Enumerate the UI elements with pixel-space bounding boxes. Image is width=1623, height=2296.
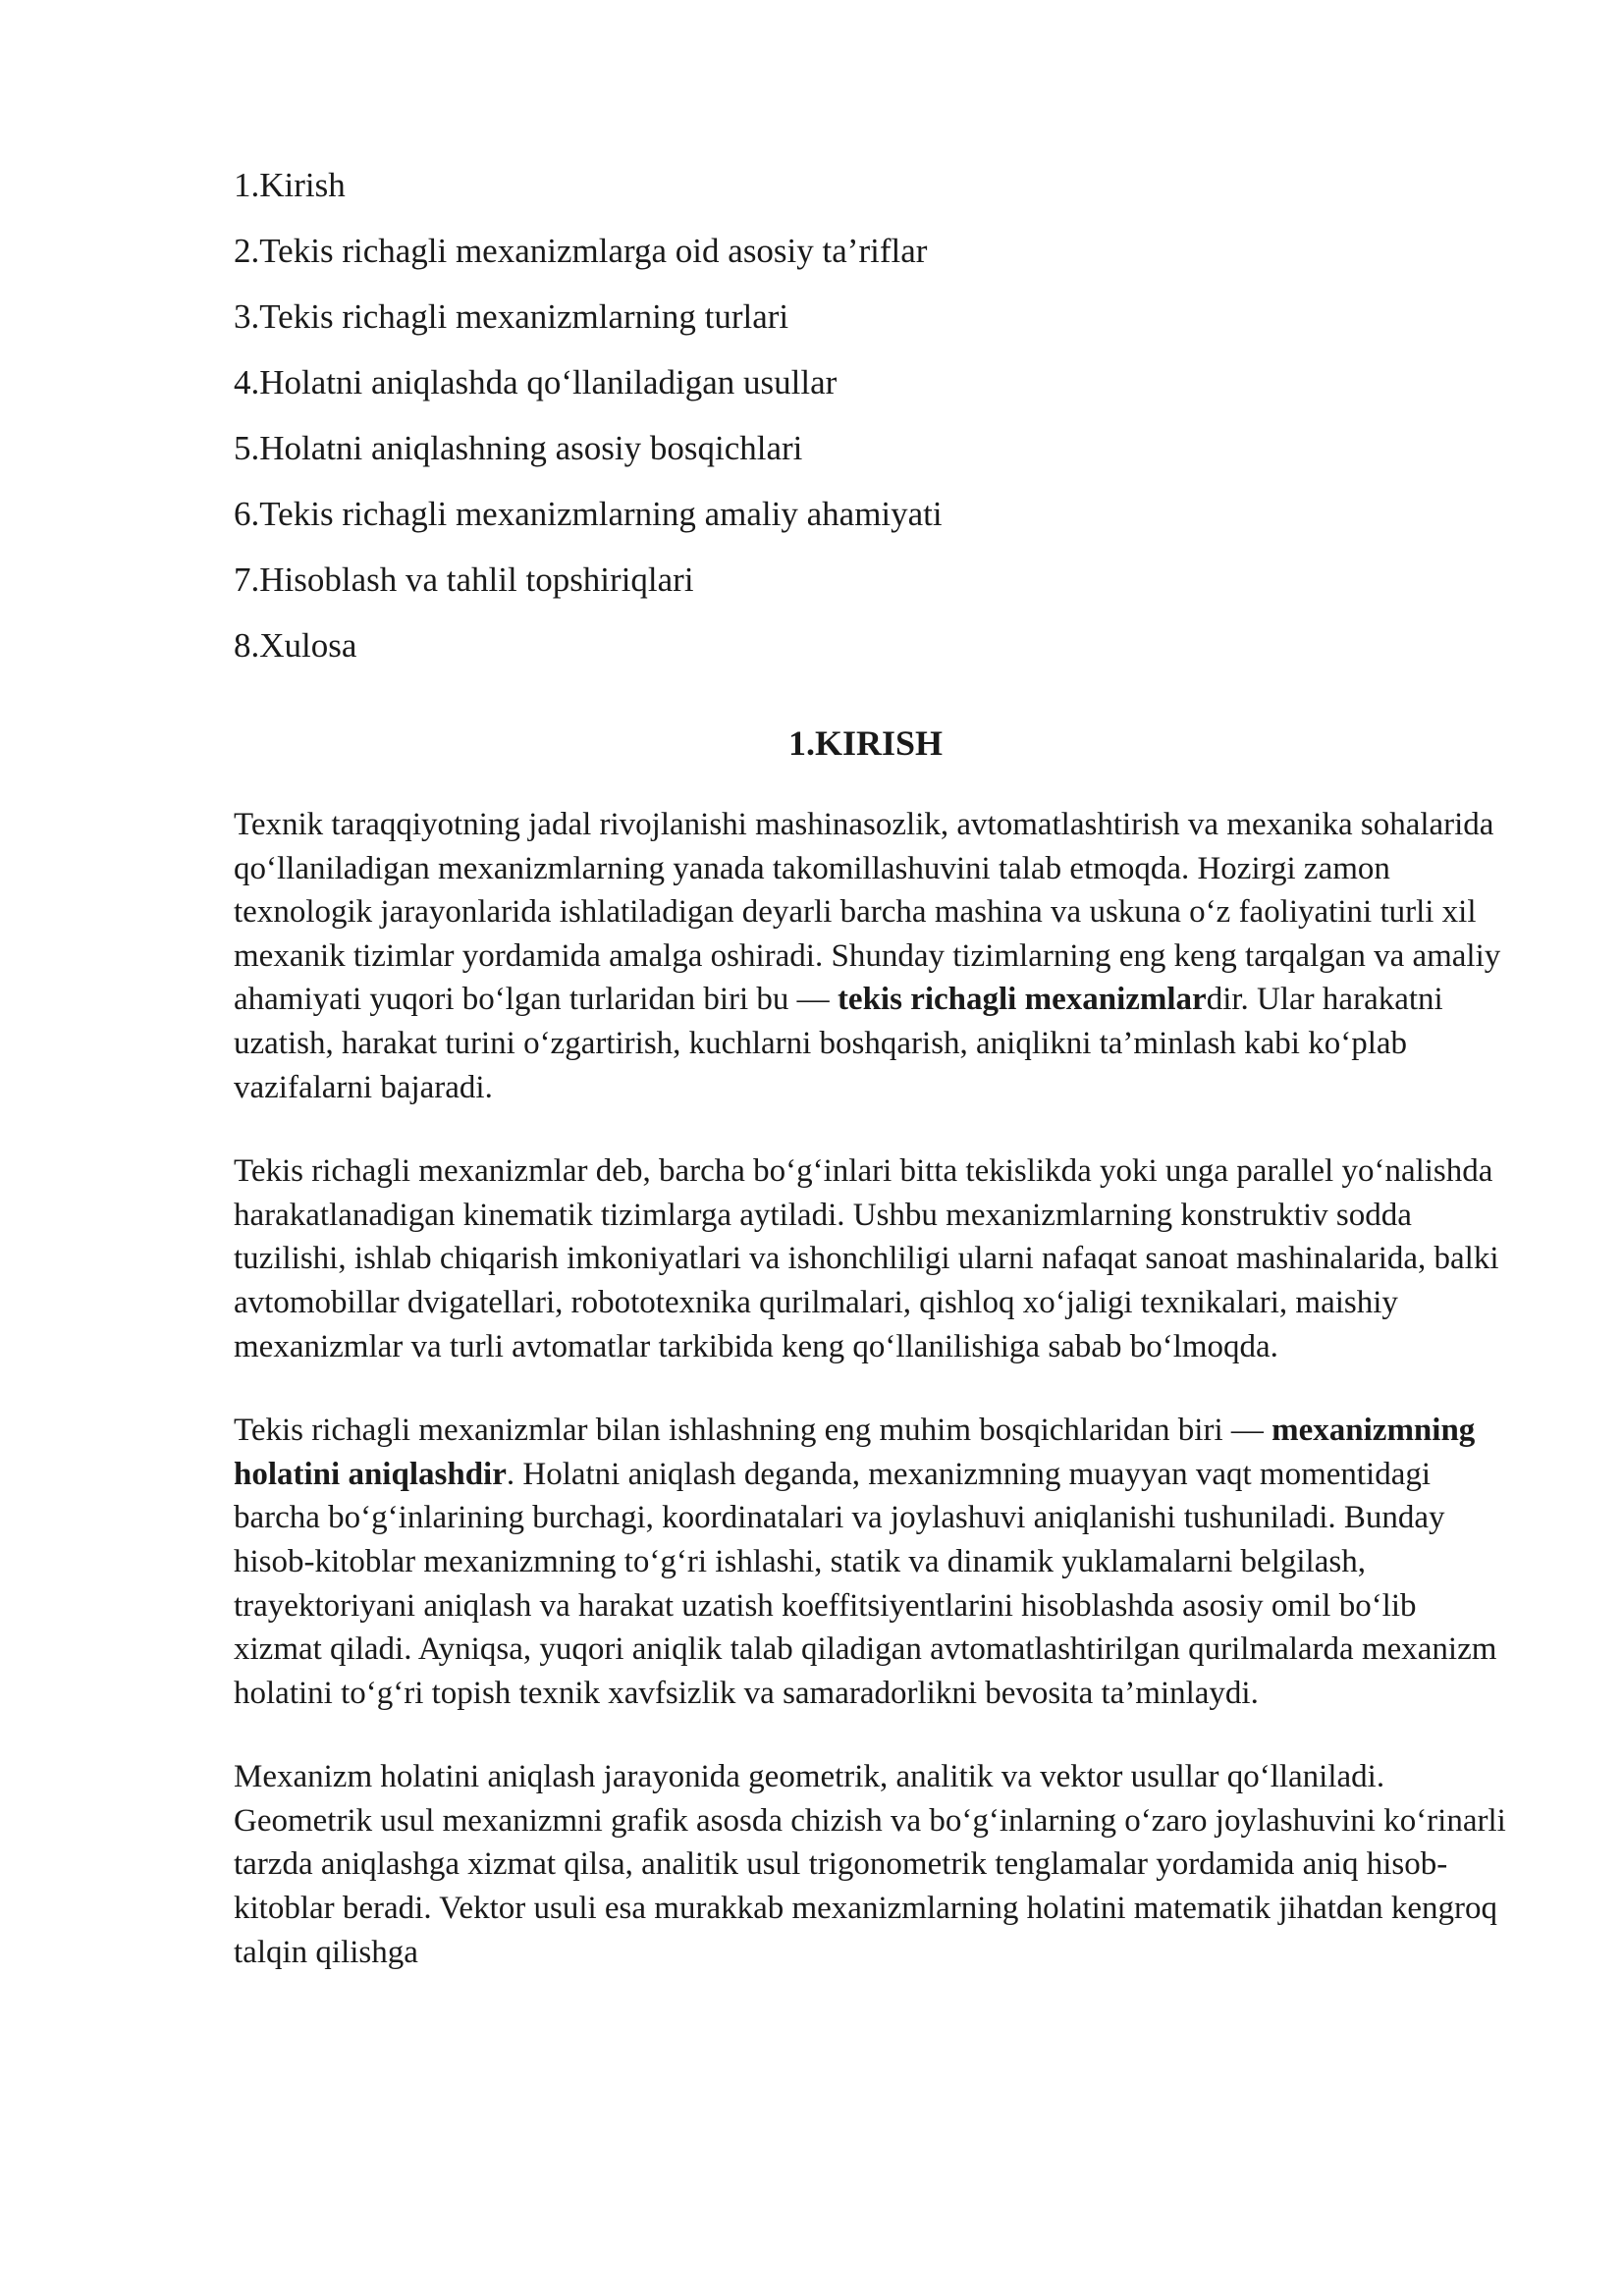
paragraph-4: Mexanizm holatini aniqlash jarayonida geometrik, analitik va vektor usullar qo‘llaniladi. Geometrik usul mexanizmni grafik asosda chizish va bo‘g‘inlarning o‘zaro joylashuvini ko‘rinarli tarzda aniqlashga xizmat qilsa, analitik usul trigonometrik tenglamalar yordamida aniq hisob-kitoblar beradi. Vektor usuli esa murakkab mexanizmlarning holatini matematik jihatdan kengroq talqin qilishga [234,1759,1506,1970]
paragraph-1-bold-term: tekis richagli mexanizmlar [837,982,1207,1018]
paragraph-1-text-end: dir. Ular harakatni uzatish, harakat turini o‘zgartirish, kuchlarni boshqarish, aniqlikni ta’minlash kabi ko‘plab vazifalarni bajaradi. [234,982,1443,1105]
paragraph-3-bold-term: mexanizmning holatini aniqlashdir [234,1413,1476,1492]
toc-item: 2.Tekis richagli mexanizmlarga oid asosiy ta’riflar [234,232,928,270]
toc-item: 5.Holatni aniqlashning asosiy bosqichlari [234,429,803,467]
toc-item: 6.Tekis richagli mexanizmlarning amaliy ahamiyati [234,495,943,533]
toc-item: 8.Xulosa [234,626,357,665]
body-text [234,803,1510,2014]
toc-item: 4.Holatni aniqlashda qo‘llaniladigan usullar [234,363,838,401]
toc-item: 3.Tekis richagli mexanizmlarning turlari [234,297,789,336]
paragraph-1 [234,803,1510,1109]
paragraph-3-text-end: . Holatni aniqlash deganda, mexanizmning muayyan vaqt momentidagi barcha bo‘g‘inlarining burchagi, koordinatalari va joylashuvi aniqlanishi tushuniladi. Bunday hisob-kitoblar mexanizmning to‘g‘ri ishlashi, statik va dinamik yuklamalarni belgilash, trayektoriyani aniqlash va harakat uzatish koeffitsiyentlarini hisoblashda asosiy omil bo‘lib xizmat qiladi. Ayniqsa, yuqori aniqlik talab qiladigan avtomatlashtirilgan qurilmalarda mexanizm holatini to‘g‘ri topish texnik xavfsizlik va samaradorlikni bevosita ta’minlaydi. [234,1456,1497,1711]
section-heading: 1.KIRISH [787,723,944,763]
table-of-contents [234,152,943,678]
paragraph-1-text-start: Texnik taraqqiyotning jadal rivojlanishi mashinasozlik, avtomatlashtirish va mexanika sohalarida qo‘llaniladigan mexanizmlarning yanada takomillashuvini talab etmoqda. Hozirgi zamon texnologik jarayonlarida ishlatiladigan deyarli barcha mashina va uskuna o‘z faoliyatini turli xil mexanik tizimlar yordamida amalga oshiradi. Shunday tizimlarning eng keng tarqalgan va amaliy ahamiyati yuqori bo‘lgan turlaridan biri bu — [234,807,1501,1018]
paragraph-3-text-start: Tekis richagli mexanizmlar bilan ishlashning eng muhim bosqichlaridan biri — [234,1413,1272,1449]
paragraph-2: Tekis richagli mexanizmlar deb, barcha bo‘g‘inlari bitta tekislikda yoki unga parallel yo‘nalishda harakatlanadigan kinematik tizimlarga aytiladi. Ushbu mexanizmlarning konstruktiv sodda tuzilishi, ishlab chiqarish imkoniyatlari va ishonchliligi ularni nafaqat sanoat mashinalarida, balki avtomobillar dvigatellari, robototexnika qurilmalari, qishloq xo‘jaligi texnikalari, maishiy mexanizmlar va turli avtomatlar tarkibida keng qo‘llanilishiga sabab bo‘lmoqda. [234,1153,1499,1364]
toc-item: 7.Hisoblash va tahlil topshiriqlari [234,561,694,599]
paragraph-3 [234,1409,1510,1715]
toc-item: 1.Kirish [234,166,346,204]
